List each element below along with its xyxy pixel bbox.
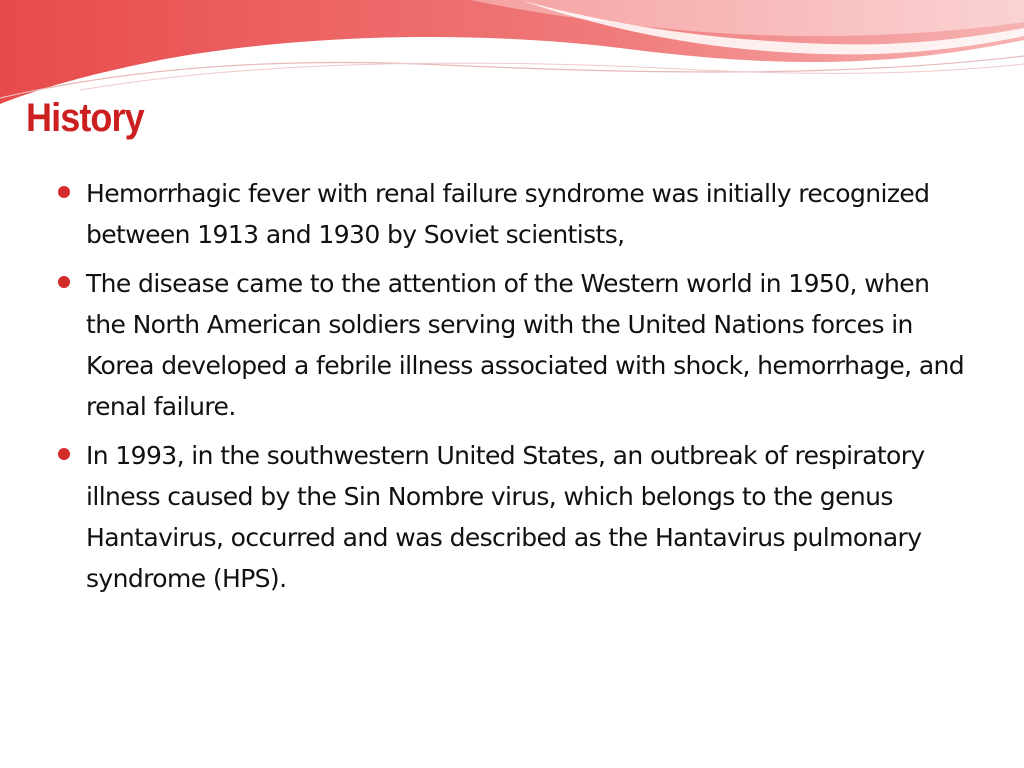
bullet-item — [58, 263, 968, 427]
bullet-text: The disease came to the attention of the Western world in 1950, when the North American soldiers serving with the United Nations forces in Korea developed a febrile illness associated with shock, hemorrhage, and renal failure. — [86, 269, 965, 421]
bullet-text: In 1993, in the southwestern United States, an outbreak of respiratory illness caused by the Sin Nombre virus, which belongs to the genus Hantavirus, occurred and was described as the Hantavirus pulmonary syndrome (HPS). — [86, 441, 925, 593]
bullet-list — [58, 173, 968, 607]
bullet-text: Hemorrhagic fever with renal failure syndrome was initially recognized between 1913 and 1930 by Soviet scientists, — [86, 179, 930, 249]
bullet-item — [58, 435, 968, 599]
slide-title: History — [26, 96, 144, 140]
bullet-item — [58, 173, 968, 255]
bullet-dot-icon — [58, 448, 70, 460]
decorative-wave-header — [0, 0, 1024, 120]
wave-thin-line-2 — [80, 63, 1024, 90]
bullet-dot-icon — [58, 276, 70, 288]
bullet-dot-icon — [58, 186, 70, 198]
wave-thin-line — [0, 56, 1024, 98]
